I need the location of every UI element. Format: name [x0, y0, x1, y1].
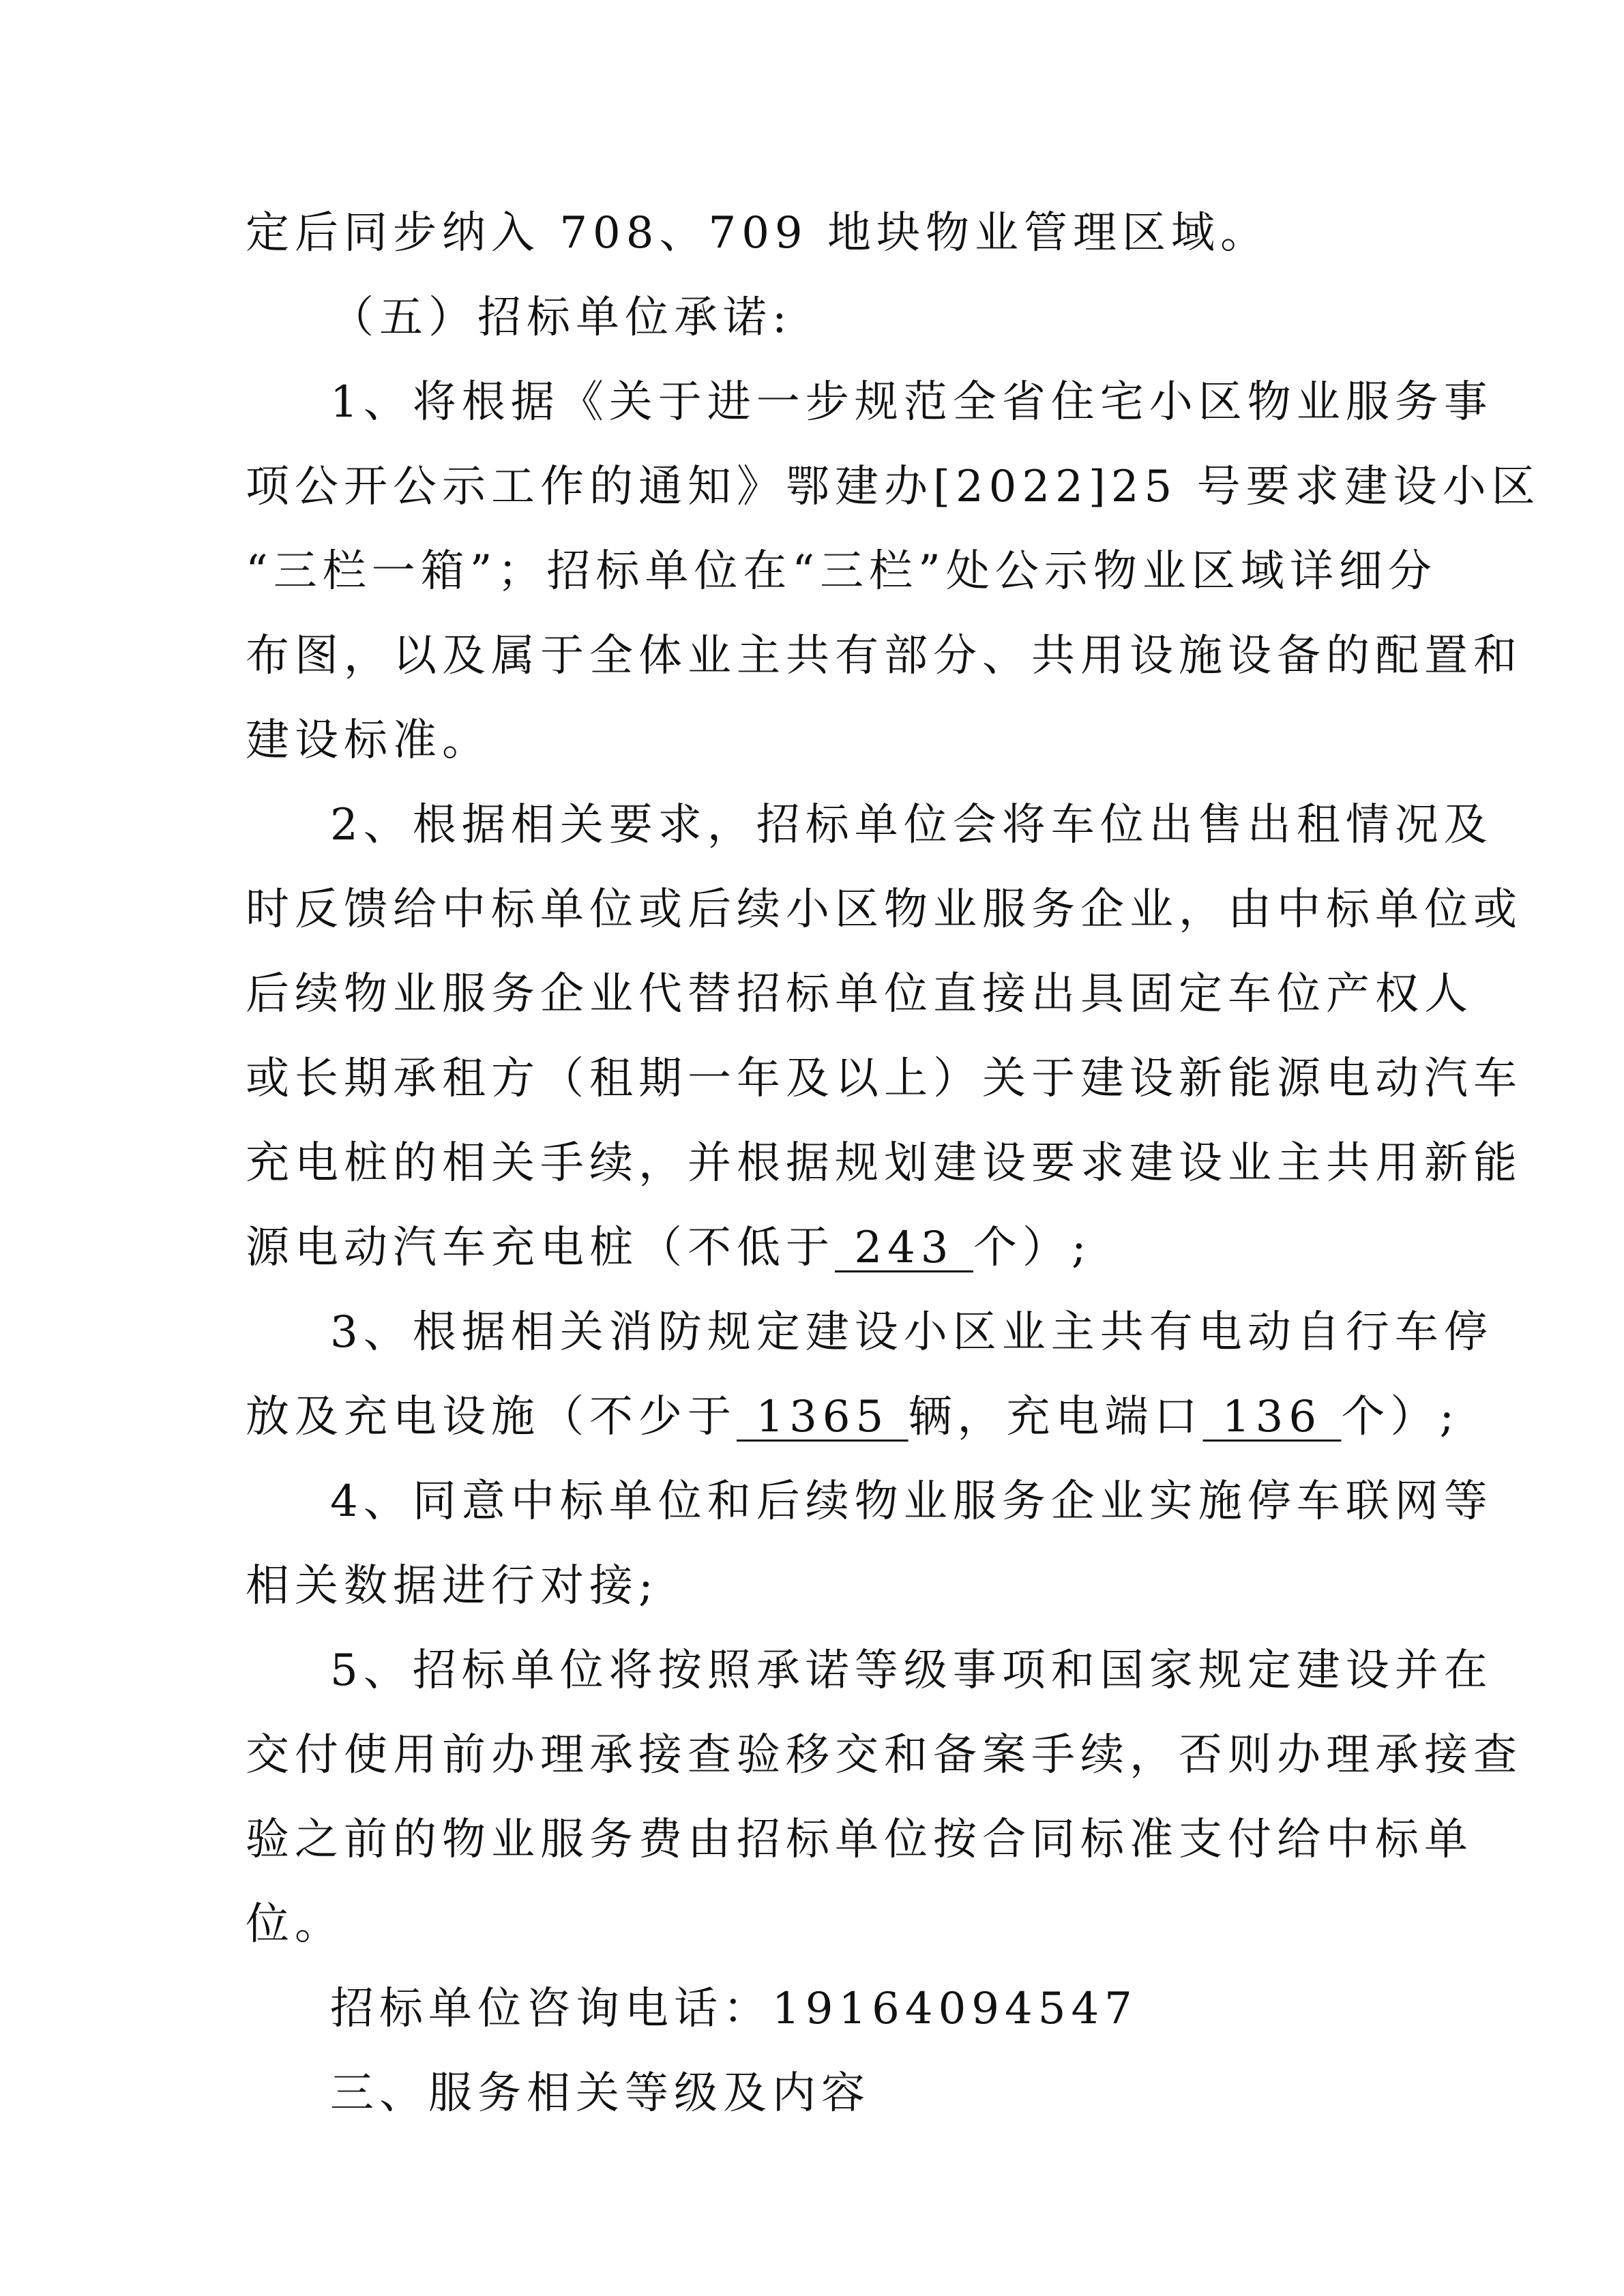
text-line: 布图，以及属于全体业主共有部分、共用设施设备的配置和	[246, 631, 1522, 681]
paragraph-continuation	[246, 191, 1378, 275]
commitment-item-3	[246, 1290, 1493, 1459]
text-line: 或长期承租方（租期一年及以上）关于建设新能源电动汽车	[246, 1054, 1522, 1104]
text-segment: 个）;	[973, 1223, 1092, 1273]
text-line: 后续物业服务企业代替招标单位直接出具固定车位产权人	[246, 969, 1473, 1019]
text-segment: 辆，充电端口	[908, 1392, 1203, 1442]
text-line: 定后同步纳入 708、709 地块物业管理区域。	[246, 208, 1269, 258]
text-line: 3、根据相关消防规定建设小区业主共有电动自行车停	[330, 1307, 1493, 1358]
section-heading-commitments	[246, 275, 1378, 360]
text-line: 验之前的物业服务费由招标单位按合同标准支付给中标单	[246, 1815, 1473, 1865]
text-segment: 源电动汽车充电桩（不低于	[246, 1223, 835, 1273]
text-line	[246, 1375, 1460, 1459]
commitment-item-5	[246, 1628, 1522, 1967]
text-line: 5、招标单位将按照承诺等级事项和国家规定建设并在	[330, 1645, 1493, 1696]
section-heading-service-levels	[246, 2051, 1378, 2136]
filled-blank-charging-ports: 136	[1202, 1392, 1342, 1442]
text-line: 三、服务相关等级及内容	[330, 2068, 870, 2119]
text-line: 1、将根据《关于进一步规范全省住宅小区物业服务事	[330, 377, 1493, 428]
text-line: 位。	[246, 1899, 344, 1950]
text-line: 2、根据相关要求，招标单位会将车位出售出租情况及	[330, 800, 1493, 850]
contact-phone	[246, 1967, 1378, 2051]
filled-blank-bike-spaces: 1365	[737, 1392, 909, 1442]
text-line: 充电桩的相关手续，并根据规划建设要求建设业主共用新能	[246, 1138, 1522, 1189]
text-segment: 个）;	[1341, 1392, 1460, 1442]
text-line: “三栏一箱”；招标单位在“三栏”处公示物业区域详细分	[246, 546, 1437, 597]
text-line: 建设标准。	[246, 715, 491, 766]
text-line: 4、同意中标单位和后续物业服务企业实施停车联网等	[330, 1476, 1493, 1527]
text-line: 交付使用前办理承接查验移交和备案手续，否则办理承接查	[246, 1730, 1522, 1780]
text-line: （五）招标单位承诺:	[330, 293, 793, 343]
text-line: 招标单位咨询电话：19164094547	[330, 1984, 1138, 2034]
filled-blank-charging-piles: 243	[835, 1223, 973, 1273]
text-line: 时反馈给中标单位或后续小区物业服务企业，由中标单位或	[246, 884, 1522, 935]
text-line	[246, 1206, 1378, 1290]
text-segment: 放及充电设施（不少于	[246, 1392, 737, 1442]
commitment-item-1	[246, 360, 1541, 783]
document-page	[246, 191, 1541, 2136]
commitment-item-4	[246, 1459, 1493, 1628]
text-line: 相关数据进行对接;	[246, 1561, 659, 1611]
text-line: 项公开公示工作的通知》鄂建办[2022]25 号要求建设小区	[246, 462, 1541, 512]
commitment-item-2	[246, 783, 1522, 1290]
